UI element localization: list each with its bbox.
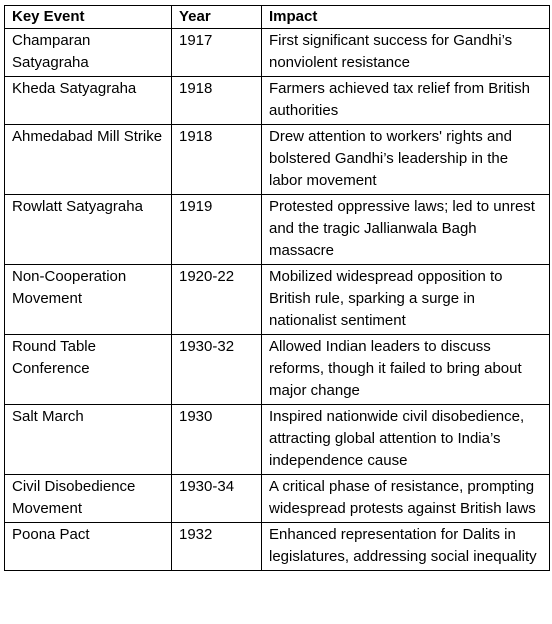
impact-cell: Inspired nationwide civil disobedience, attracting global attention to India’s independence cause (262, 405, 550, 475)
year-cell: 1930-32 (172, 335, 262, 405)
table-row (5, 125, 550, 195)
table-row (5, 195, 550, 265)
events-table (4, 5, 550, 571)
table-row (5, 405, 550, 475)
impact-cell: Enhanced representation for Dalits in legislatures, addressing social inequality (262, 523, 550, 571)
impact-cell: Allowed Indian leaders to discuss reforms, though it failed to bring about major change (262, 335, 550, 405)
impact-cell: Protested oppressive laws; led to unrest and the tragic Jallianwala Bagh massacre (262, 195, 550, 265)
year-cell: 1918 (172, 77, 262, 125)
table-row (5, 77, 550, 125)
event-cell: Round Table Conference (5, 335, 172, 405)
table-row (5, 265, 550, 335)
event-cell: Non-Cooperation Movement (5, 265, 172, 335)
year-cell: 1920-22 (172, 265, 262, 335)
year-cell: 1930 (172, 405, 262, 475)
year-cell: 1930-34 (172, 475, 262, 523)
header-key-event: Key Event (5, 6, 172, 29)
table-row (5, 29, 550, 77)
year-cell: 1932 (172, 523, 262, 571)
event-cell: Kheda Satyagraha (5, 77, 172, 125)
event-cell: Ahmedabad Mill Strike (5, 125, 172, 195)
impact-cell: Drew attention to workers' rights and bolstered Gandhi’s leadership in the labor movement (262, 125, 550, 195)
header-year: Year (172, 6, 262, 29)
impact-cell: Mobilized widespread opposition to British rule, sparking a surge in nationalist sentiment (262, 265, 550, 335)
year-cell: 1918 (172, 125, 262, 195)
event-cell: Champaran Satyagraha (5, 29, 172, 77)
header-impact: Impact (262, 6, 550, 29)
impact-cell: First significant success for Gandhi’s nonviolent resistance (262, 29, 550, 77)
event-cell: Poona Pact (5, 523, 172, 571)
table-row (5, 523, 550, 571)
table-row (5, 335, 550, 405)
table-row (5, 475, 550, 523)
event-cell: Rowlatt Satyagraha (5, 195, 172, 265)
year-cell: 1917 (172, 29, 262, 77)
impact-cell: A critical phase of resistance, prompting widespread protests against British laws (262, 475, 550, 523)
impact-cell: Farmers achieved tax relief from British authorities (262, 77, 550, 125)
event-cell: Civil Disobedience Movement (5, 475, 172, 523)
year-cell: 1919 (172, 195, 262, 265)
event-cell: Salt March (5, 405, 172, 475)
header-row (5, 6, 550, 29)
